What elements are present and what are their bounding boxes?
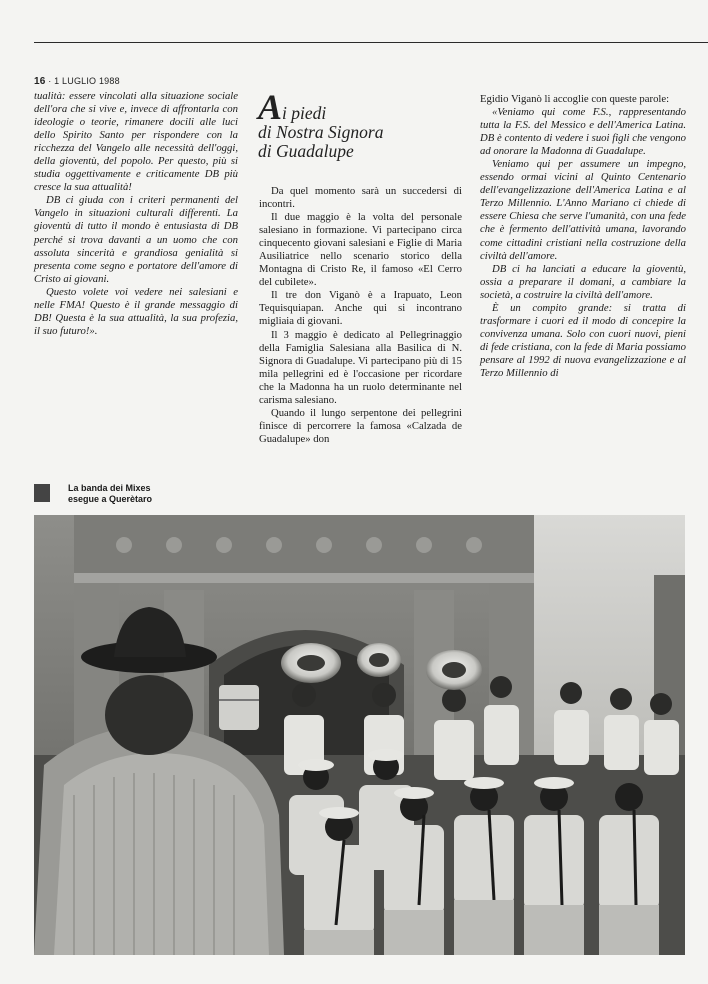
top-rule <box>34 42 708 43</box>
paragraph: Questo volete voi vedere nei salesiani e nelle FMA! Questo è il grande messaggio di DB! Questa è la sua attualità, la sua profezia, il suo futuro!». <box>34 285 238 337</box>
photo-caption <box>68 483 228 505</box>
page-number: 16 <box>34 76 46 87</box>
band-photo-illustration <box>34 515 685 955</box>
caption-marker <box>34 484 50 502</box>
headline-line-1: i piedi <box>282 103 327 123</box>
headline-dropcap: A <box>258 87 283 127</box>
paragraph: Il due maggio è la volta del personale salesiano in formazione. Vi partecipano circa cinquecento giovani salesiani e Figlie di Maria Ausiliatrice nello scenario storico della Montagna di Cristo Re, il famoso «El Cerro del cubilete». <box>259 211 462 289</box>
caption-line-1: La banda dei Mixes <box>68 483 151 493</box>
headline-line-3: di Guadalupe <box>258 141 354 161</box>
quote-paragraph: È un compito grande: si tratta di trasformare i cuori ed il modo di concepire la convivenza umana. Solo con cuori nuovi, pieni di fede cristiana, con la fede di Maria possiamo pensare al 1992 di nuova evangelizzazione e al Terzo Millennio di <box>480 301 686 379</box>
article-headline <box>258 87 458 161</box>
paragraph: Il tre don Viganò è a Irapuato, Leon Tequisquiapan. Anche qui si incontrano migliaia di giovani. <box>259 289 462 328</box>
paragraph-intro: Egidio Viganò li accoglie con queste parole: <box>480 93 670 105</box>
quote-paragraph: «Veniamo qui come F.S., rappresentando tutta la F.S. del Messico e dell'America Latina. DB è contento di vedere i suoi figli che vengono ad onorare la Madonna di Guadalupe. <box>480 106 686 158</box>
paragraph: Quando il lungo serpentone dei pellegrini finisce di percorrere la famosa «Calzada de Guadalupe» don <box>259 406 462 445</box>
issue-date: 1 LUGLIO 1988 <box>54 76 120 86</box>
quote-paragraph: Veniamo qui per assumere un impegno, essendo ormai vicini al Quinto Centenario dell'evangelizzazione dell'America Latina e al Terzo Millennio. L'Anno Mariano ci chiede di essere Chiesa che serve l'umanità, con una fede che è fermento dell'attività umana, lavorando come cittadini cristiani nella costruzione della civiltà dell'amore. <box>480 158 686 262</box>
paragraph: tualità: essere vincolati alla situazione sociale dell'ora che si vive e, invece di affrontarla con ideologie o teorie, rimanere docili alle luci dello Spirito Santo per rispondere con la ricchezza del Vangelo alle necessità dell'oggi, della gioventù, del popolo. Per questo, più si studia oggettivamente e criticamente DB più cresce la sua attualità! <box>34 90 238 194</box>
column-left <box>34 90 238 338</box>
column-right <box>480 93 686 380</box>
quote-paragraph: DB ci ha lanciati a educare la gioventù, ossia a preparare il domani, a cambiare la società, a costruire la civiltà dell'amore. <box>480 262 686 301</box>
band-photo <box>34 515 685 955</box>
paragraph: DB ci giuda con i criteri permanenti del Vangelo in situazioni culturali differenti. La gioventù di tutto il mondo è entusiasta di DB perché si trova davanti a un uomo che con assoluta sincerità e grandiosa genialità si presenta come segno e portatore dell'amore di Cristo ai giovani. <box>34 194 238 285</box>
paragraph: Da quel momento sarà un succedersi di incontri. <box>259 185 462 211</box>
caption-line-2: esegue a Querètaro <box>68 494 153 504</box>
folio-separator: · <box>45 76 55 86</box>
headline-line-2: di Nostra Signora <box>258 122 384 142</box>
column-middle <box>259 185 462 446</box>
page-folio <box>34 76 120 87</box>
paragraph: Il 3 maggio è dedicato al Pellegrinaggio della Famiglia Salesiana alla Basilica di N. Signora di Guadalupe. Vi partecipano più di 15 mila pellegrini ed è l'occasione per ricordare che la Madonna ha un ruolo determinante nel carisma salesiano. <box>259 328 462 406</box>
